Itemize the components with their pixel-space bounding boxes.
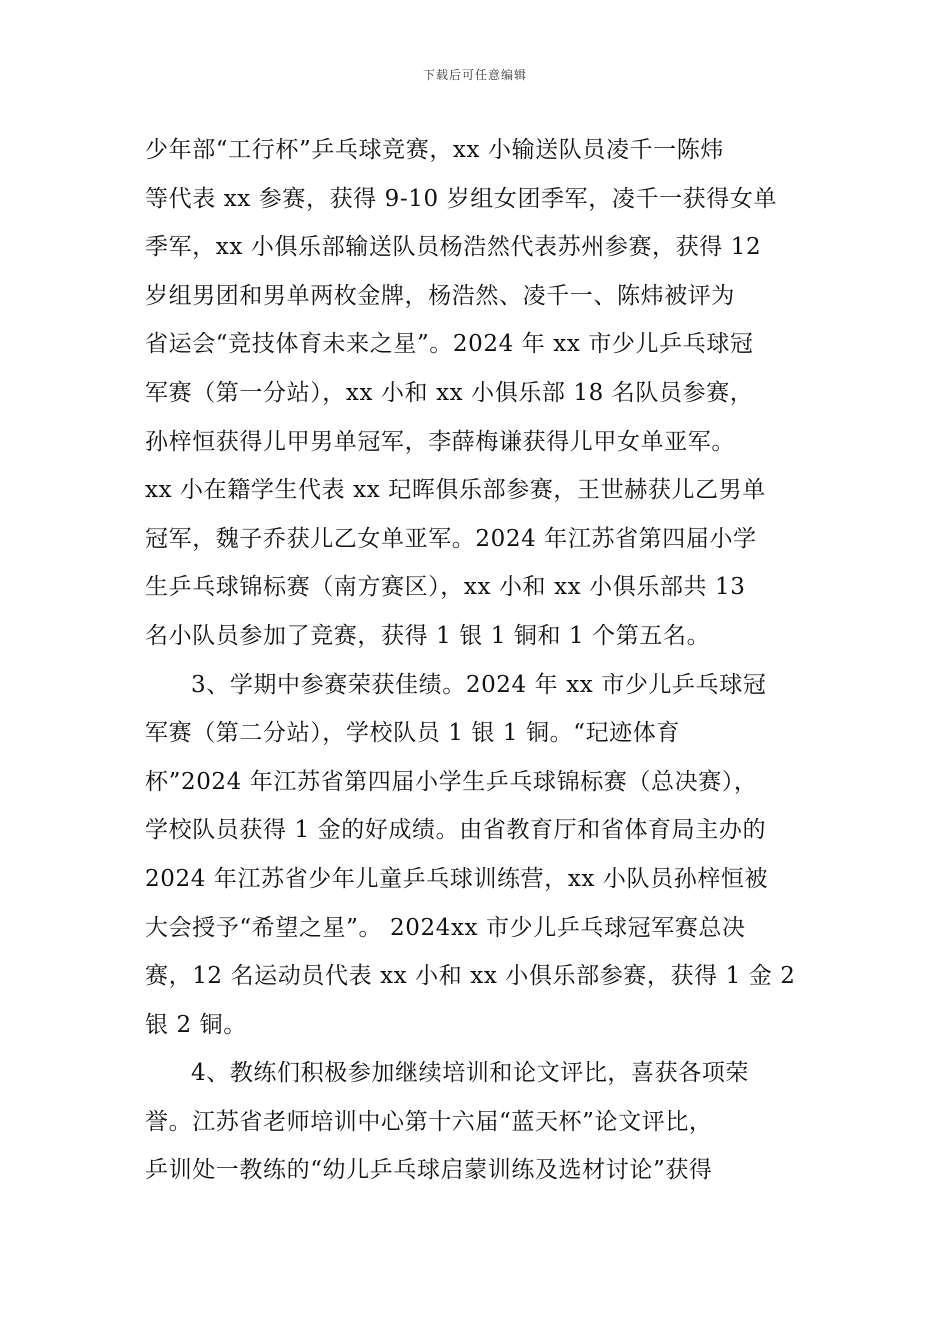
text-line: 学校队员获得 1 金的好成绩。由省教育厅和省体育局主办的: [145, 817, 767, 844]
text-line: 冠军，魏子乔获儿乙女单亚军。2024 年江苏省第四届小学: [145, 525, 757, 552]
text-line: 银 2 铜。: [145, 1011, 247, 1038]
text-line: 等代表 xx 参赛，获得 9-10 岁组女团季军，凌千一获得女单: [145, 185, 778, 212]
text-line: 孙梓恒获得儿甲男单冠军，李薛梅谦获得儿甲女单亚军。: [145, 428, 735, 455]
text-line: 军赛（第一分站），xx 小和 xx 小俱乐部 18 名队员参赛，: [145, 379, 754, 406]
paragraph-start-line: 3、学期中参赛荣获佳绩。2024 年 xx 市少儿乒乓球冠: [191, 671, 767, 698]
text-line: 军赛（第二分站），学校队员 1 银 1 铜。“玘迹体育: [145, 720, 680, 747]
text-line: 岁组男团和男单两枚金牌，杨浩然、凌千一、陈炜被评为: [145, 282, 735, 309]
text-line: 生乒乓球锦标赛（南方赛区），xx 小和 xx 小俱乐部共 13: [145, 574, 746, 601]
text-line: 大会授予“希望之星”。 2024xx 市少儿乒乓球冠军赛总决: [145, 914, 746, 941]
text-line: 誉。江苏省老师培训中心第十六届“蓝天杯”论文评比，: [145, 1108, 713, 1135]
text-line: 杯”2024 年江苏省第四届小学生乒乓球锦标赛（总决赛），: [145, 768, 758, 795]
text-line: 2024 年江苏省少年儿童乒乓球训练营，xx 小队员孙梓恒被: [145, 865, 769, 892]
text-line: 名小队员参加了竞赛，获得 1 银 1 铜和 1 个第五名。: [145, 622, 711, 649]
text-line: 乒训处一教练的“幼儿乒乓球启蒙训练及选材讨论”获得: [145, 1157, 713, 1184]
text-line: 少年部“工行杯”乒乓球竞赛，xx 小输送队员凌千一陈炜: [145, 137, 724, 163]
header-note: 下载后可任意编辑: [422, 68, 527, 82]
paragraph-start-line: 4、教练们积极参加继续培训和论文评比，喜获各项荣: [191, 1060, 750, 1087]
text-line: 季军，xx 小俱乐部输送队员杨浩然代表苏州参赛，获得 12: [145, 234, 762, 261]
text-line: xx 小在籍学生代表 xx 玘晖俱乐部参赛，王世赫获儿乙男单: [145, 477, 766, 504]
text-line: 赛，12 名运动员代表 xx 小和 xx 小俱乐部参赛，获得 1 金 2: [145, 963, 796, 990]
document-body: [145, 126, 835, 1195]
text-line: 省运会“竞技体育未来之星”。2024 年 xx 市少儿乒乓球冠: [145, 331, 754, 358]
